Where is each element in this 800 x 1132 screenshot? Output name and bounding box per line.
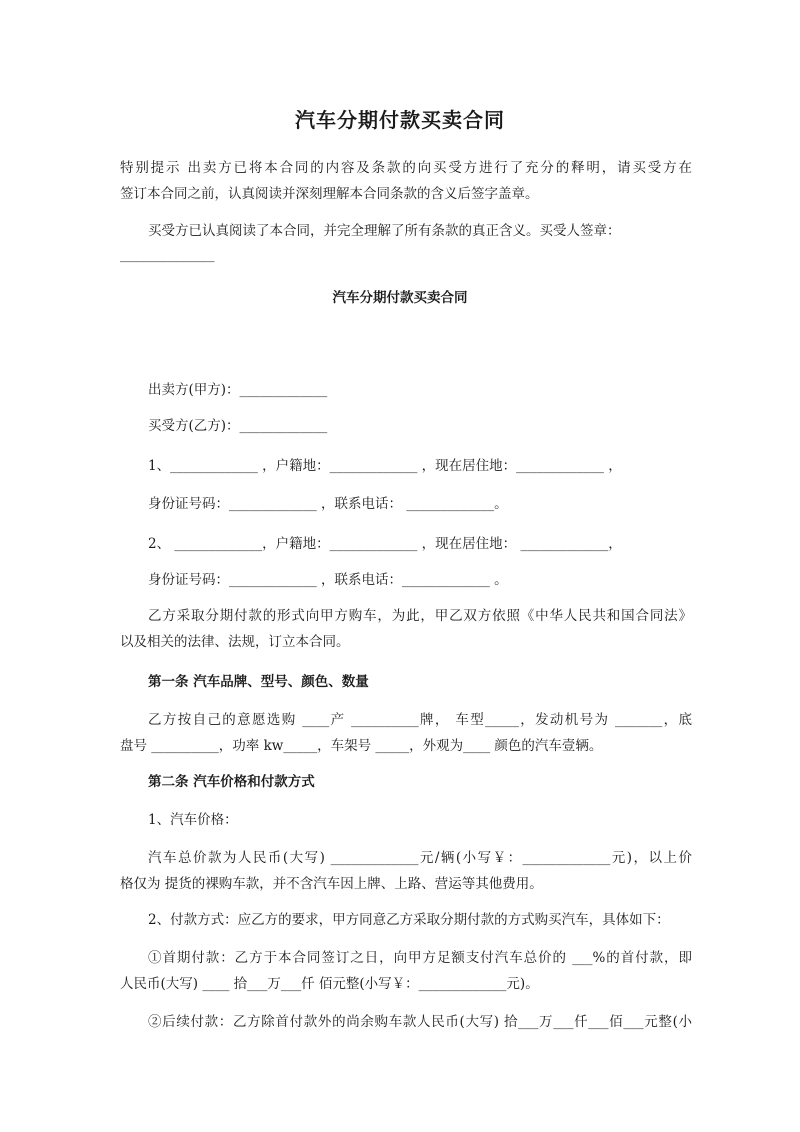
- first-payment-line-1: ①首期付款：乙方于本合同签订之日，向甲方足额支付汽车总价的 ___%的首付款，即: [148, 950, 692, 966]
- intro-line-1: 乙方采取分期付款的形式向甲方购车，为此，甲乙双方依照《中华人民共和国合同法》: [148, 608, 692, 624]
- later-payment-line-1: ②后续付款：乙方除首付款外的尚余购车款人民币(大写) 拾___万___仟___佰___元整(小: [148, 1014, 692, 1030]
- signature-blank: ______________: [120, 247, 215, 263]
- acknowledge-line: 买受方已认真阅读了本合同，并完全理解了所有条款的真正含义。买受人签章：: [148, 223, 621, 239]
- article1-line-2: 盘号 __________，功率 kw_____，车架号 _____，外观为____ 颜色的汽车壹辆。: [120, 738, 603, 754]
- payment-method-line: 2、付款方式：应乙方的要求，甲方同意乙方采取分期付款的方式购买汽车，具体如下：: [148, 912, 670, 928]
- first-payment-line-2: 人民币(大写) ____ 拾___万___仟 佰元整(小写￥：_____________元)。: [120, 976, 539, 992]
- article2-heading: 第二条 汽车价格和付款方式: [148, 774, 315, 790]
- price-line-1: 汽车总价款为人民币(大写) _____________元/辆(小写￥：_____________元)，以上价: [148, 850, 692, 866]
- article1-heading: 第一条 汽车品牌、型号、颜色、数量: [148, 674, 369, 690]
- price-line-2: 格仅为 提货的裸购车款，并不含汽车因上牌、上路、营运等其他费用。: [120, 876, 543, 892]
- party1-line-2: 身份证号码：_____________ ，联系电话： _____________。: [148, 496, 508, 512]
- intro-line-2: 以及相关的法律、法规，订立本合同。: [120, 634, 350, 650]
- article1-line-1: 乙方按自己的意愿选购 ____产 __________牌， 车型_____，发动机号为 _______，底: [148, 712, 692, 728]
- notice-line-2: 签订本合同之前，认真阅读并深刻理解本合同条款的含义后签字盖章。: [120, 186, 539, 202]
- contract-subtitle: 汽车分期付款买卖合同: [332, 290, 468, 306]
- party1-line-1: 1、_____________ ，户籍地：_____________ ，现在居住地：_____________ ，: [148, 458, 622, 474]
- document-title: 汽车分期付款买卖合同: [295, 108, 505, 132]
- party2-line-1: 2、 _____________，户籍地：_____________ ，现在居住地： _____________，: [148, 536, 622, 552]
- notice-line-1: 特别提示 出卖方已将本合同的内容及条款的向买受方进行了充分的释明，请买受方在: [120, 160, 692, 176]
- buyer-field: 买受方(乙方)：_____________: [148, 418, 328, 434]
- price-subheading: 1、汽车价格：: [148, 812, 238, 828]
- seller-field: 出卖方(甲方)：_____________: [148, 382, 328, 398]
- party2-line-2: 身份证号码：_____________ ，联系电话：_____________ 。: [148, 572, 508, 588]
